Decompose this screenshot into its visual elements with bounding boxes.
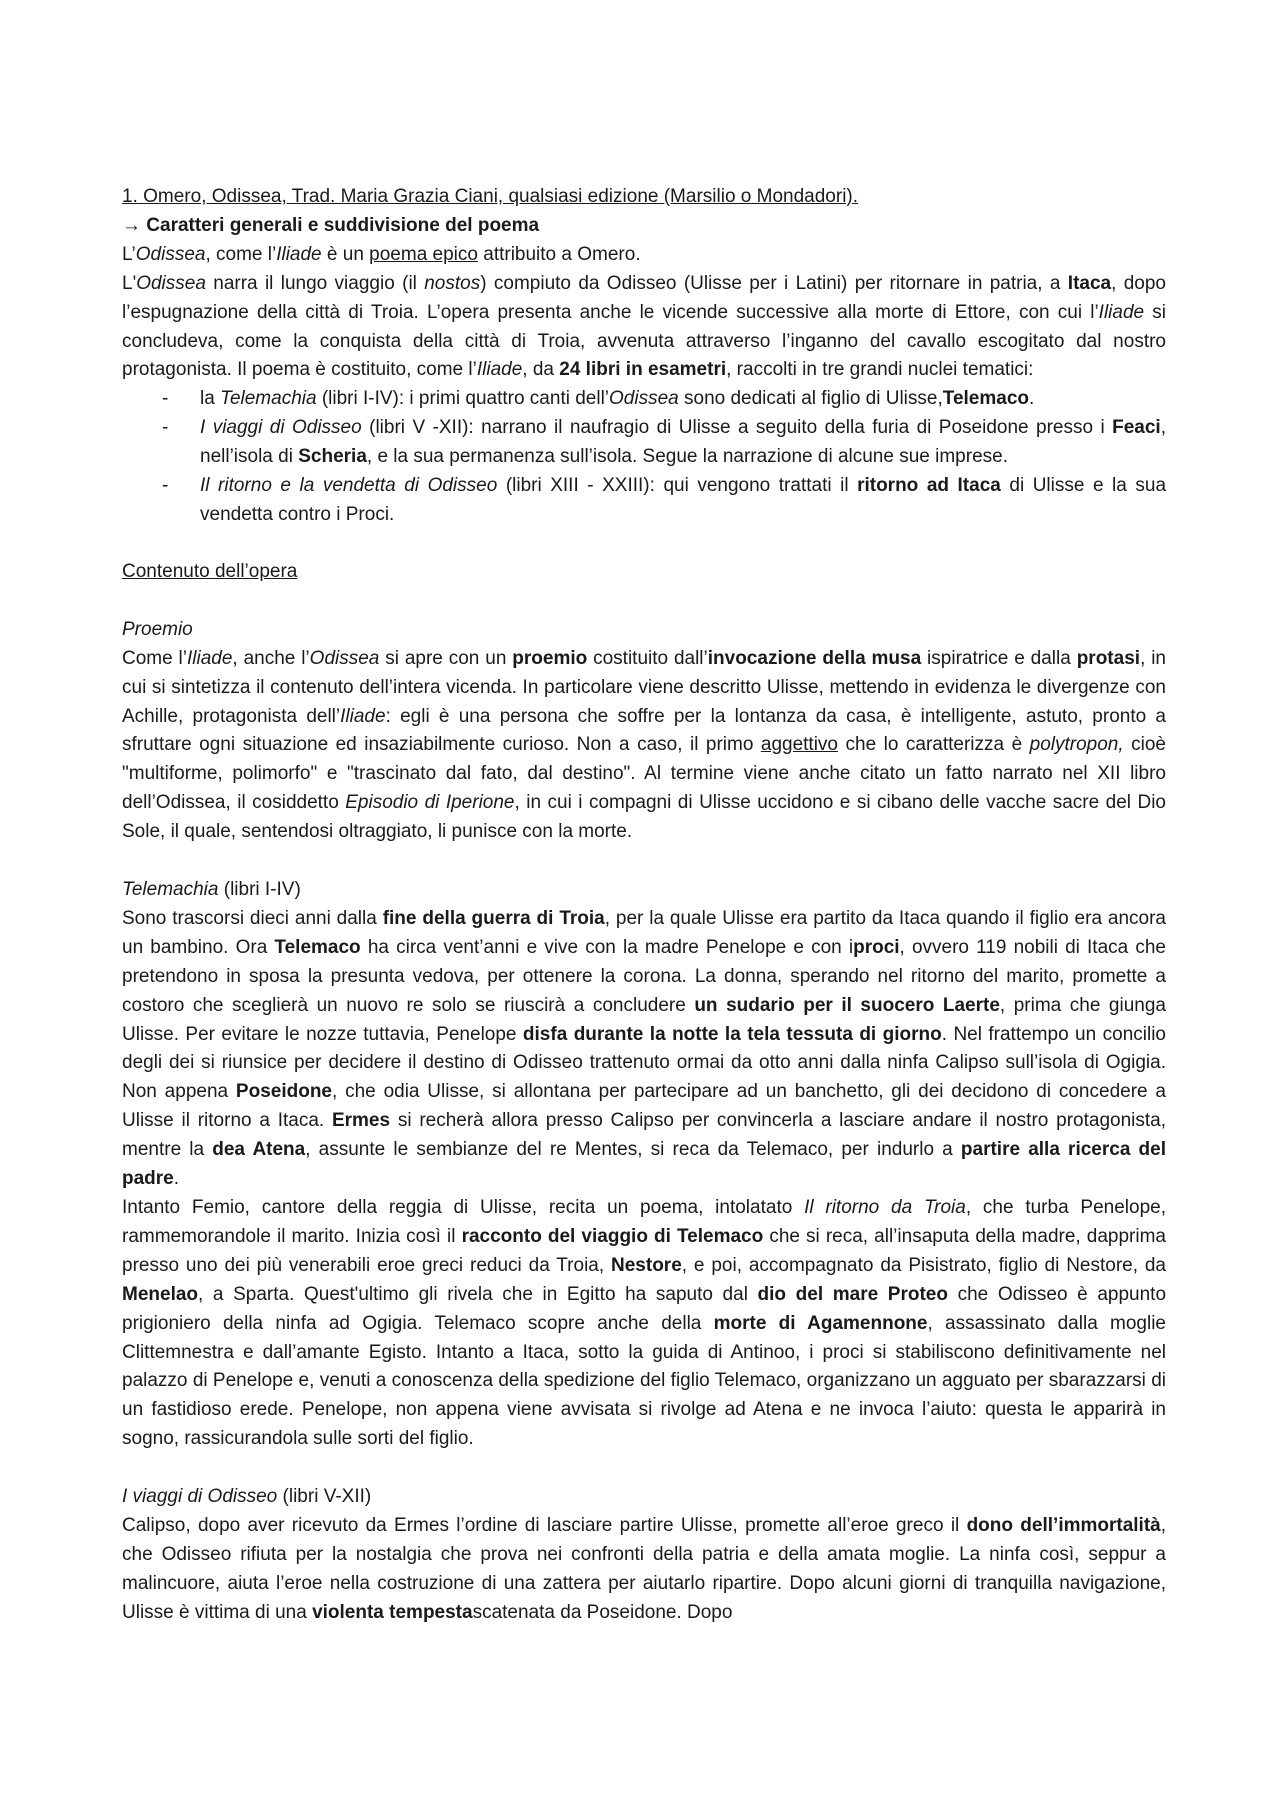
intro-paragraph: L'Odissea narra il lungo viaggio (il nostos) compiuto da Odisseo (Ulisse per i Latini) per ritornare in patria, a Itaca, dopo l’espugnazione della città di Troia. L’opera presenta anche le vicende successive alla morte di Ettore, con cui l’Iliade si concludeva, come la conquista della città di Troia, avvenuta attraverso l’inganno del cavallo escogitato dal nostro protagonista. Il poema è costituito, come l’Iliade, da 24 libri in esametri, raccolti in tre grandi nuclei tematici: (122, 272, 1166, 381)
thematic-nuclei-list (122, 385, 1166, 530)
telemachia-paragraph-1: Sono trascorsi dieci anni dalla fine della guerra di Troia, per la quale Ulisse era partito da Itaca quando il figlio era ancora un bambino. Ora Telemaco ha circa vent’anni e vive con la madre Penelope e con iproci, ovvero 119 nobili di Itaca che pretendono in sposa la presunta vedova, per ottenere la corona. La donna, sperando nel ritorno del marito, promette a costoro che sceglierà un nuovo re solo se riuscirà a concludere un sudario per il suocero Laerte, prima che giunga Ulisse. Per evitare le nozze tuttavia, Penelope disfa durante la notte la tela tessuta di giorno. Nel frattempo un concilio degli dei si riunsice per decidere il destino di Odisseo trattenuto ormai da otto anni dalla ninfa Calipso sull’isola di Ogigia. Non appena Poseidone, che odia Ulisse, si allontana per partecipare ad un banchetto, gli dei decidono di concedere a Ulisse il ritorno a Itaca. Ermes si recherà allora presso Calipso per convincerla a lasciare andare il nostro protagonista, mentre la dea Atena, assunte le sembianze del re Mentes, si reca da Telemaco, per indurlo a partire alla ricerca del padre. (122, 907, 1167, 1190)
telemachia-paragraph-2: Intanto Femio, cantore della reggia di Ulisse, recita un poema, intolatato Il ritorno da Troia, che turba Penelope, rammemorandole il marito. Inizia così il racconto del viaggio di Telemaco che si reca, all’insaputa della madre, dapprima presso uno dei più venerabili eroe greci reduci da Troia, Nestore, e poi, accompagnato da Pisistrato, figlio di Nestore, da Menelao, a Sparta. Quest'ultimo gli rivela che in Egitto ha saputo dal dio del mare Proteo che Odisseo è appunto prigioniero della ninfa ad Ogigia. Telemaco scopre anche della morte di Agamennone, assassinato dalla moglie Clittemnestra e dall’amante Egisto. Intanto a Itaca, sotto la guida di Antinoo, i proci si stabiliscono definitivamente nel palazzo di Penelope e, venuti a conoscenza della spedizione del figlio Telemaco, organizzano un agguato per sbarazzarsi di un fastidioso erede. Penelope, non appena viene avvisata si rivolge ad Atena e ne invoca l’aiuto: questa le apparirà in sogno, rassicurandola sulle sorti del figlio. (122, 1197, 1167, 1450)
subtitle-text: Caratteri generali e suddivisione del poema (146, 214, 540, 236)
contenuto-heading: Contenuto dell’opera (122, 560, 298, 582)
telemachia-label: Telemachia (libri I-IV) (122, 879, 301, 901)
viaggi-paragraph: Calipso, dopo aver ricevuto da Ermes l’ordine di lasciare partire Ulisse, promette all’eroe greco il dono dell’immortalità, che Odisseo rifiuta per la nostalgia che prova nei confronti della patria e della amata moglie. La ninfa così, seppur a malincuore, aiuta l’eroe nella costruzione di una zattera per aiutarlo ripartire. Dopo alcuni giorni di tranquilla navigazione, Ulisse è vittima di una violenta tempestascatenata da Poseidone. Dopo (122, 1515, 1167, 1623)
list-item: - la Telemachia (libri I-IV): i primi quattro canti dell’Odissea sono dedicati al figlio di Ulisse,Telemaco. (162, 388, 1035, 410)
document-page (122, 183, 1166, 1628)
list-item: - I viaggi di Odisseo (libri V -XII): narrano il naufragio di Ulisse a seguito della furia di Poseidone presso i Feaci, nell’isola di Scheria, e la sua permanenza sull’isola. Segue la narrazione di alcune sue imprese. (162, 417, 1166, 468)
arrow-icon: → (122, 214, 141, 236)
viaggi-label: I viaggi di Odisseo (libri V-XII) (122, 1486, 372, 1508)
bibliographic-reference: 1. Omero, Odissea, Trad. Maria Grazia Ciani, qualsiasi edizione (Marsilio o Mondadori). (122, 186, 859, 207)
section-subtitle (122, 212, 1166, 241)
intro-sentence: L’Odissea, come l’Iliade è un poema epico attribuito a Omero. (122, 243, 641, 265)
proemio-paragraph: Come l’Iliade, anche l’Odissea si apre con un proemio costituito dall’invocazione della musa ispiratrice e dalla protasi, in cui si sintetizza il contenuto dell’intera vicenda. In particolare viene descritto Ulisse, mettendo in evidenza le divergenze con Achille, protagonista dell’Iliade: egli è una persona che soffre per la lontanza da casa, è intelligente, astuto, pronto a sfruttare ogni situazione ed insaziabilmente curioso. Non a caso, il primo aggettivo che lo caratterizza è polytropon, cioè "multiforme, polimorfo" e "trascinato dal fato, dal destino". Al termine viene anche citato un fatto narrato nel XII libro dell’Odissea, il cosiddetto Episodio di Iperione, in cui i compagni di Ulisse uccidono e si cibano delle vacche sacre del Dio Sole, il quale, sentendosi oltraggiato, li punisce con la morte. (122, 647, 1167, 843)
list-item: - Il ritorno e la vendetta di Odisseo (libri XIII - XXIII): qui vengono trattati il ritorno ad Itaca di Ulisse e la sua vendetta contro i Proci. (162, 475, 1167, 525)
proemio-label: Proemio (122, 618, 193, 640)
